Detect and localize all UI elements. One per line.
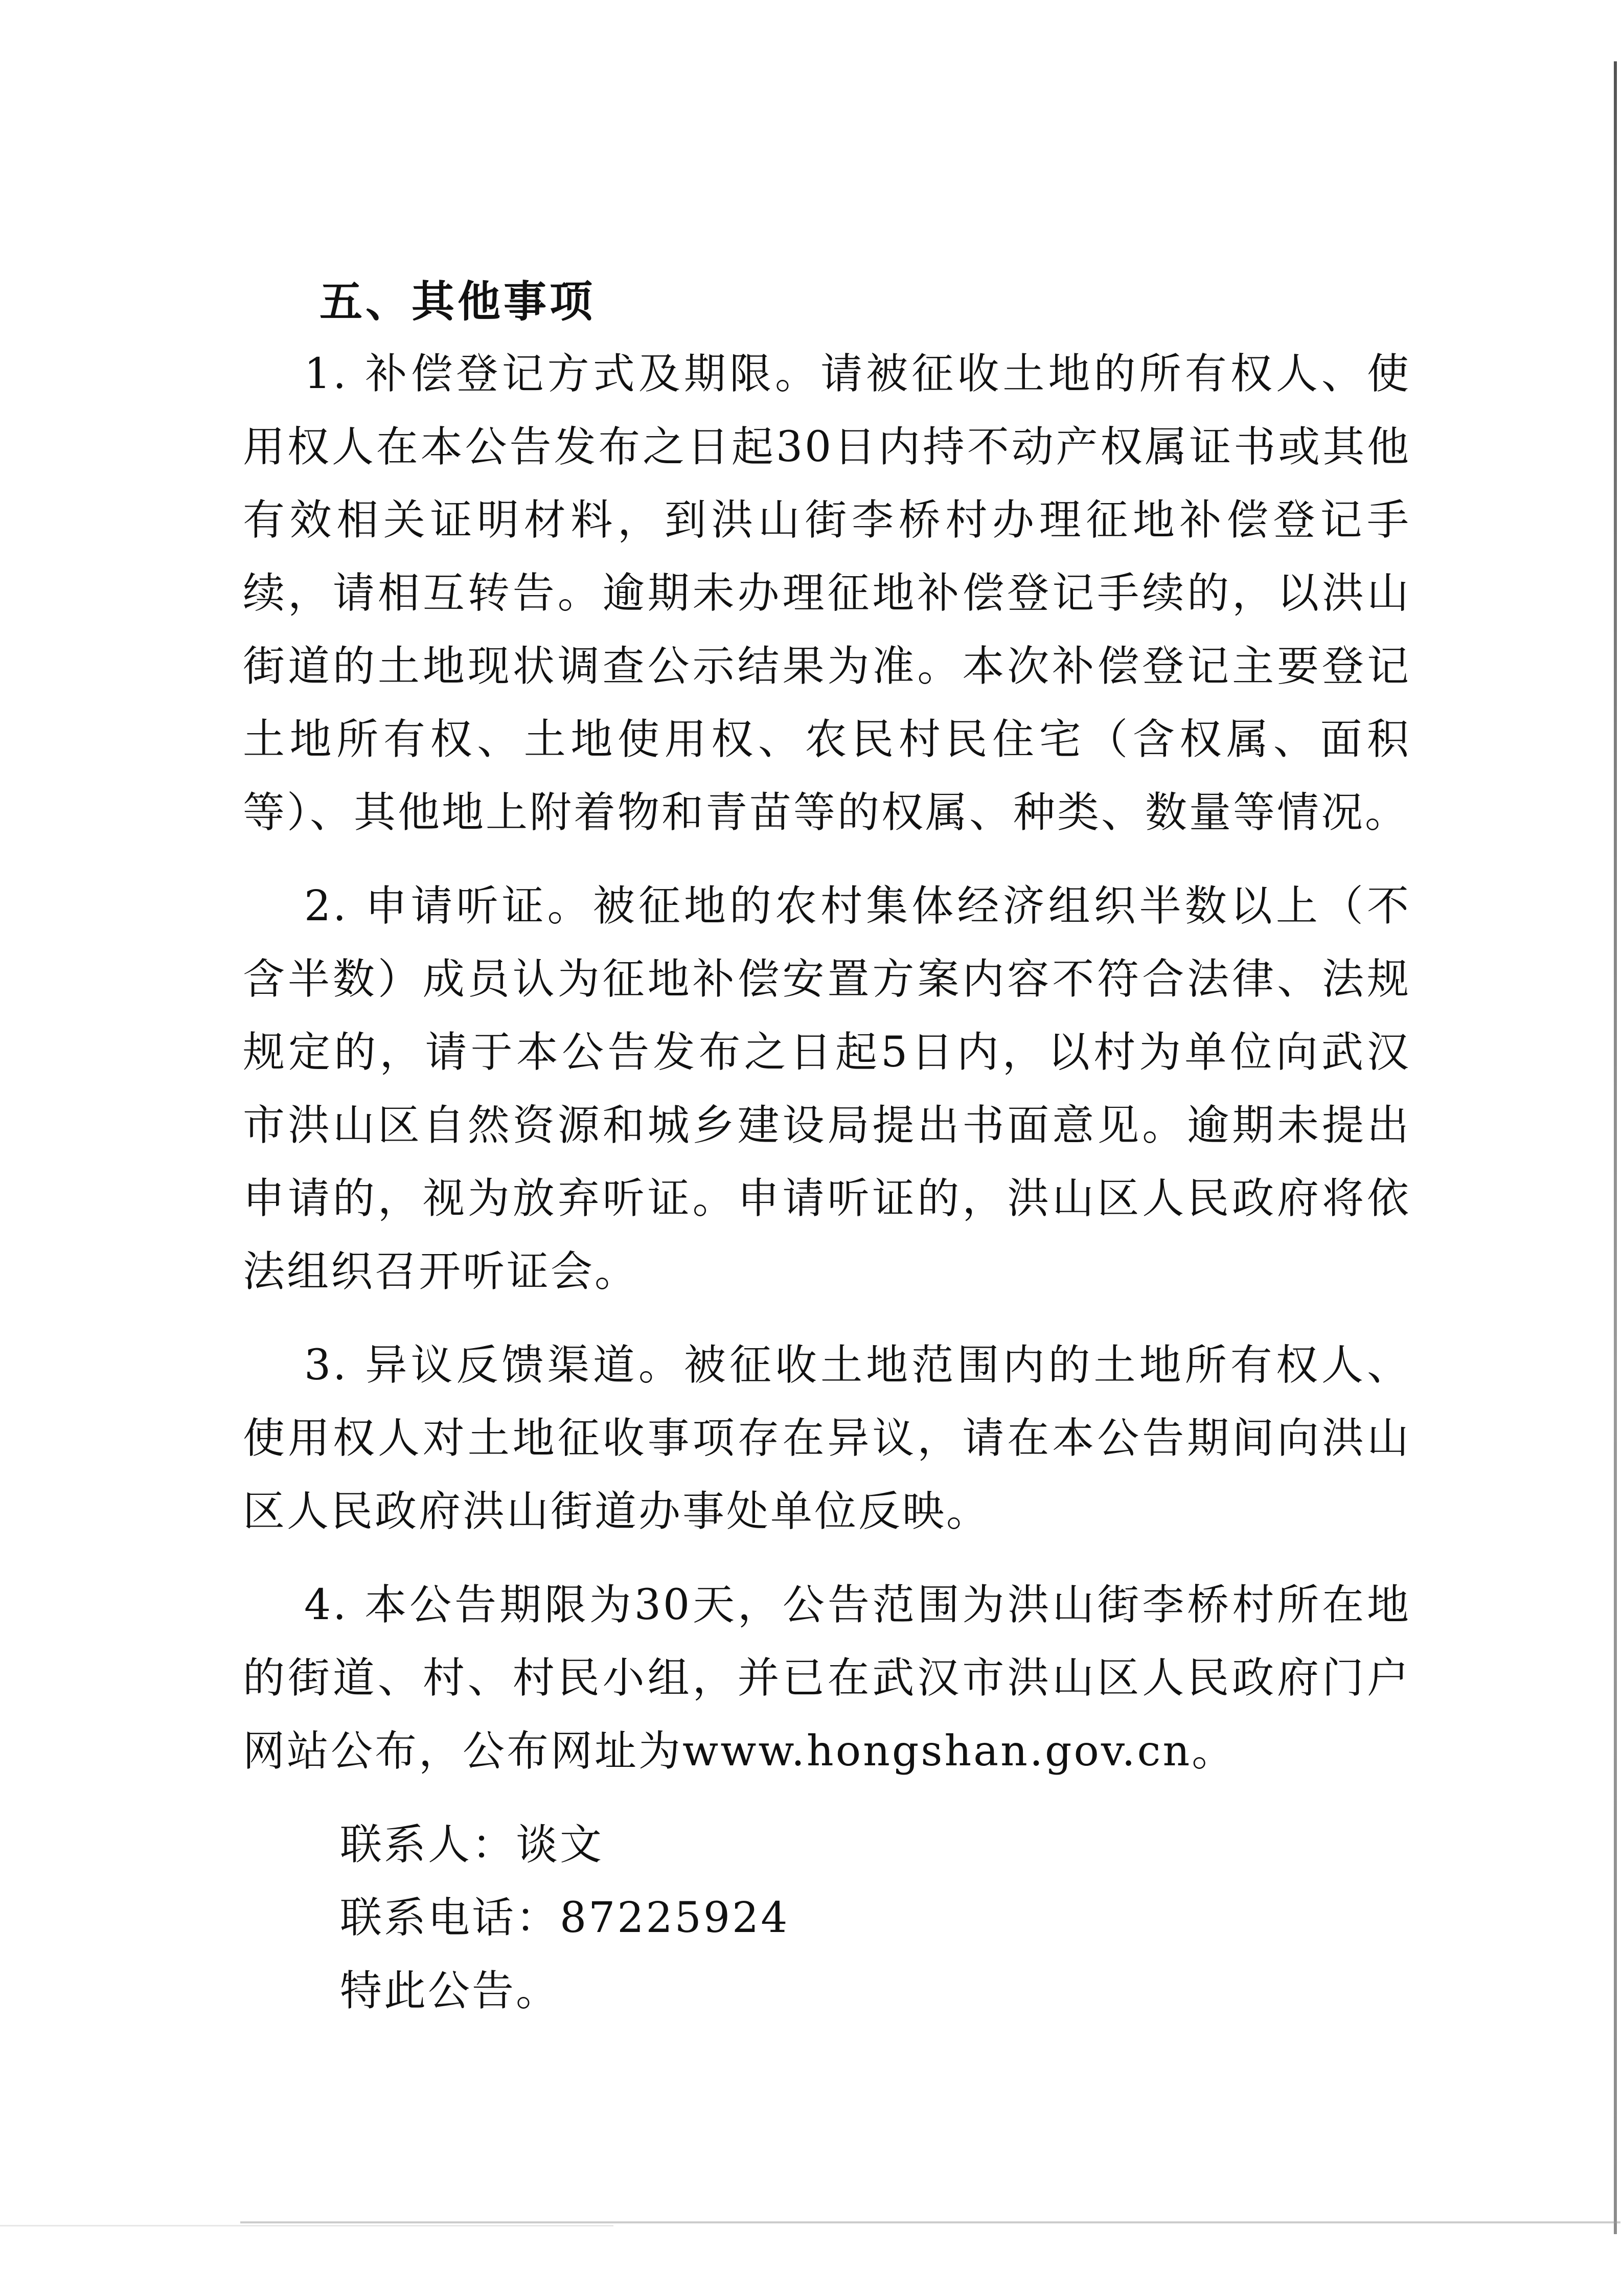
closing-statement: 特此公告。 (340, 1967, 560, 2015)
section-heading: 五、其他事项 (319, 277, 596, 327)
paragraph-objection-channel: 3. 异议反馈渠道。被征收土地范围内的土地所有权人、使用权人对土地征收事项存在异议，请在本公告期间向洪山区人民政府洪山街道办事处单位反映。 (243, 1341, 1411, 1536)
contact-phone: 联系电话：87225924 (340, 1894, 790, 1942)
scan-edge-right (1614, 61, 1617, 2234)
paragraph-compensation-registration: 1. 补偿登记方式及期限。请被征收土地的所有权人、使用权人在本公告发布之日起30日内持不动产权属证书或其他有效相关证明材料，到洪山街李桥村办理征地补偿登记手续，请相互转告。逾期未办理征地补偿登记手续的，以洪山街道的土地现状调查公示结果为准。本次补偿登记主要登记土地所有权、土地使用权、农民村民住宅（含权属、面积等）、其他地上附着物和青苗等的权属、种类、数量等情况。 (243, 350, 1411, 837)
contact-person: 联系人：谈文 (340, 1821, 604, 1869)
scan-edge-bottom (240, 2221, 1620, 2223)
paragraph-hearing-application: 2. 申请听证。被征地的农村集体经济组织半数以上（不含半数）成员认为征地补偿安置方案内容不符合法律、法规规定的，请于本公告发布之日起5日内，以村为单位向武汉市洪山区自然资源和城乡建设局提出书面意见。逾期未提出申请的，视为放弃听证。申请听证的，洪山区人民政府将依法组织召开听证会。 (243, 882, 1411, 1296)
document-body (243, 266, 1411, 2028)
scan-edge-bottom-faint (0, 2225, 613, 2226)
paragraph-notice-period: 4. 本公告期限为30天，公告范围为洪山街李桥村所在地的街道、村、村民小组，并已在武汉市洪山区人民政府门户网站公布，公布网址为www.hongshan.gov.cn。 (243, 1581, 1411, 1776)
